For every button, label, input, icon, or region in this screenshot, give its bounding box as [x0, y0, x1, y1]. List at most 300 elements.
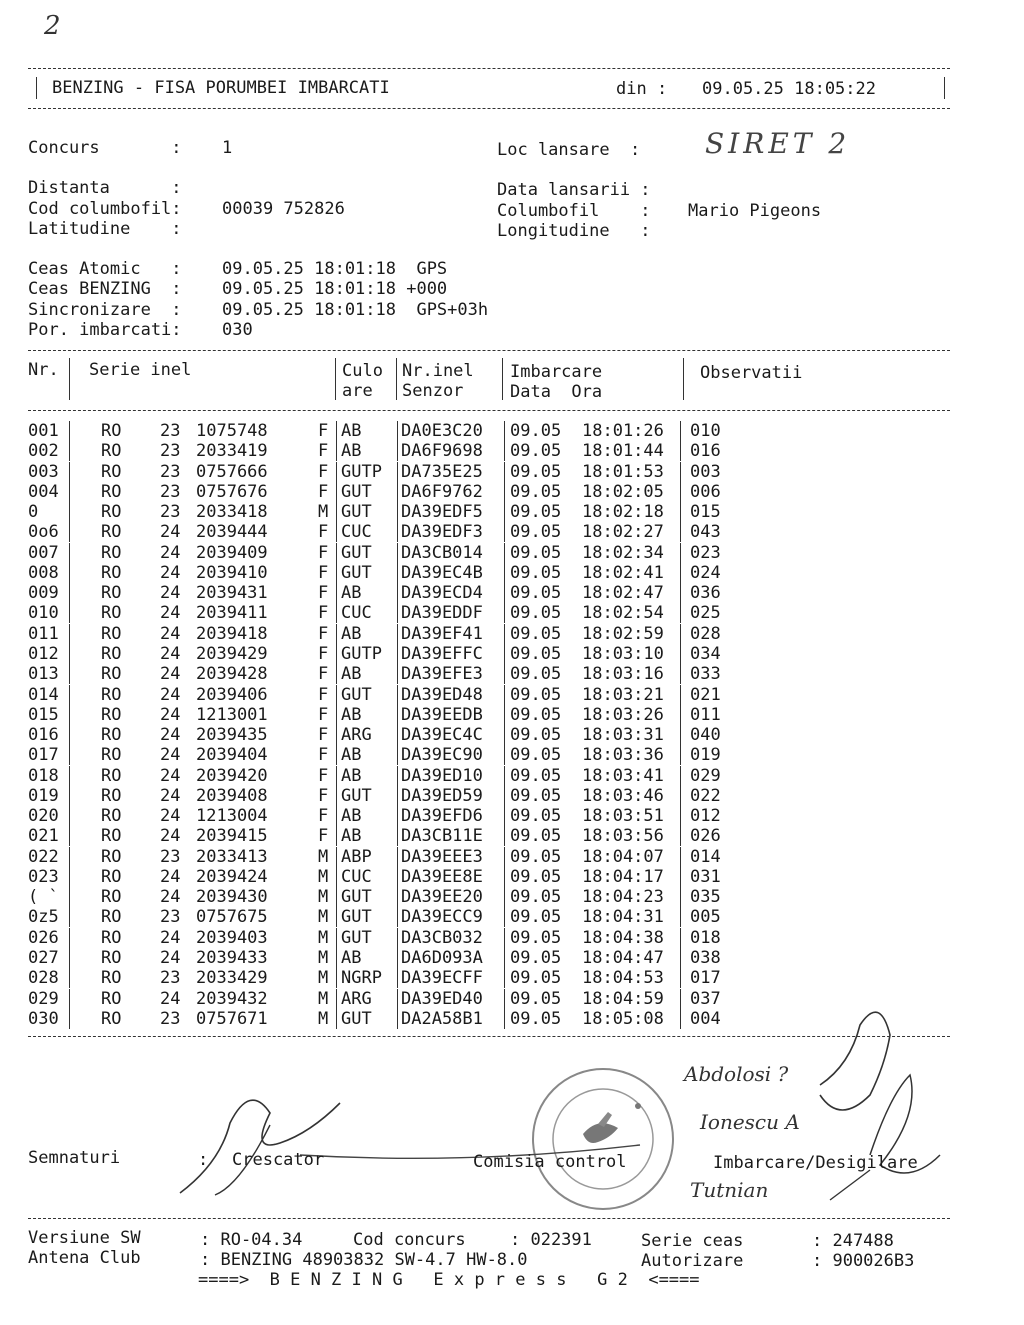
- cell-date: 09.05: [510, 643, 562, 664]
- column-separator: [397, 907, 398, 927]
- cell-ring: 2039428: [196, 664, 268, 685]
- versiune-label: Versiune SW: [28, 1228, 141, 1248]
- cell-date: 09.05: [510, 927, 562, 948]
- table-row: [28, 948, 948, 968]
- cell-sex: F: [318, 785, 329, 806]
- cell-country: RO: [101, 806, 122, 827]
- column-separator: [680, 482, 681, 502]
- cell-time: 18:04:38: [582, 927, 664, 948]
- cell-sex: F: [318, 603, 329, 624]
- cell-country: RO: [101, 481, 122, 502]
- column-separator: [680, 462, 681, 482]
- cell-date: 09.05: [510, 887, 562, 908]
- distanta-label: Distanta :: [28, 178, 182, 198]
- cell-sex: M: [318, 887, 329, 908]
- cell-color: GUT: [341, 887, 372, 908]
- column-separator: [69, 664, 70, 684]
- serie-ceas-value: : 247488: [812, 1231, 894, 1251]
- cell-country: RO: [101, 704, 122, 725]
- column-separator: [680, 502, 681, 522]
- cell-nr: 0: [28, 502, 39, 523]
- column-separator: [680, 543, 681, 563]
- col-header-sep: [335, 358, 336, 400]
- cell-country: RO: [101, 623, 122, 644]
- col-header-culo: Culo: [342, 361, 383, 381]
- cell-sensor: DA39EE8E: [401, 866, 483, 887]
- column-separator: [336, 847, 337, 867]
- column-separator: [504, 826, 505, 846]
- column-separator: [336, 522, 337, 542]
- column-separator: [397, 421, 398, 441]
- cell-observatii: 037: [690, 988, 721, 1009]
- column-separator: [504, 847, 505, 867]
- column-separator: [336, 583, 337, 603]
- cell-observatii: 023: [690, 542, 721, 563]
- cell-sensor: DA39EE20: [401, 887, 483, 908]
- cell-color: ARG: [341, 988, 372, 1009]
- cell-sensor: DA39EC4C: [401, 725, 483, 746]
- cell-color: GUT: [341, 502, 372, 523]
- column-separator: [336, 644, 337, 664]
- column-separator: [336, 745, 337, 765]
- cell-nr: 018: [28, 765, 59, 786]
- col-header-sep: [69, 358, 70, 400]
- column-separator: [336, 502, 337, 522]
- cell-observatii: 033: [690, 664, 721, 685]
- cell-year: 24: [160, 583, 181, 604]
- column-separator: [397, 603, 398, 623]
- cod-concurs-label: Cod concurs: [353, 1230, 466, 1250]
- cell-date: 09.05: [510, 704, 562, 725]
- column-separator: [397, 766, 398, 786]
- cell-sex: F: [318, 542, 329, 563]
- column-separator: [504, 522, 505, 542]
- cell-sex: M: [318, 1008, 329, 1029]
- cell-sex: M: [318, 988, 329, 1009]
- cell-ring: 2039430: [196, 887, 268, 908]
- cell-observatii: 011: [690, 704, 721, 725]
- column-separator: [336, 603, 337, 623]
- cell-ring: 2039409: [196, 542, 268, 563]
- col-header-are: are: [342, 381, 373, 401]
- cell-country: RO: [101, 907, 122, 928]
- col-header-senzor: Senzor: [402, 381, 464, 401]
- cell-ring: 2033419: [196, 441, 268, 462]
- column-separator: [69, 766, 70, 786]
- cell-nr: 012: [28, 643, 59, 664]
- cell-observatii: 031: [690, 866, 721, 887]
- table-row: [28, 968, 948, 988]
- cell-color: AB: [341, 704, 362, 725]
- cell-country: RO: [101, 826, 122, 847]
- column-separator: [336, 887, 337, 907]
- cell-year: 24: [160, 562, 181, 583]
- cell-ring: 2039424: [196, 866, 268, 887]
- cell-nr: ( `: [28, 887, 59, 908]
- cell-color: AB: [341, 583, 362, 604]
- cell-color: AB: [341, 806, 362, 827]
- cell-sex: F: [318, 522, 329, 543]
- cell-time: 18:04:47: [582, 948, 664, 969]
- cell-nr: 015: [28, 704, 59, 725]
- cell-time: 18:01:44: [582, 441, 664, 462]
- cell-country: RO: [101, 583, 122, 604]
- cell-sex: F: [318, 826, 329, 847]
- column-separator: [680, 685, 681, 705]
- cell-year: 24: [160, 643, 181, 664]
- cell-color: ARG: [341, 725, 372, 746]
- cell-sensor: DA39EFFC: [401, 643, 483, 664]
- table-row: [28, 867, 948, 887]
- column-separator: [69, 522, 70, 542]
- cell-color: AB: [341, 664, 362, 685]
- longitudine-label: Longitudine :: [497, 221, 651, 241]
- cell-ring: 2039408: [196, 785, 268, 806]
- cell-nr: 016: [28, 725, 59, 746]
- column-separator: [504, 887, 505, 907]
- cell-color: AB: [341, 745, 362, 766]
- column-separator: [336, 826, 337, 846]
- cell-nr: 028: [28, 968, 59, 989]
- antena-club-value: : BENZING 48903832 SW-4.7 HW-8.0: [200, 1250, 528, 1270]
- table-row: [28, 664, 948, 684]
- cell-country: RO: [101, 421, 122, 441]
- table-row: [28, 928, 948, 948]
- cell-nr: 029: [28, 988, 59, 1009]
- cell-year: 24: [160, 887, 181, 908]
- cell-year: 24: [160, 664, 181, 685]
- cell-sex: F: [318, 745, 329, 766]
- column-separator: [504, 563, 505, 583]
- table-row: [28, 441, 948, 461]
- cell-sex: M: [318, 968, 329, 989]
- header-top-rule: [28, 68, 950, 69]
- table-row: [28, 603, 948, 623]
- cell-nr: 027: [28, 948, 59, 969]
- column-separator: [397, 522, 398, 542]
- versiune-value: : RO-04.34: [200, 1230, 303, 1250]
- cell-country: RO: [101, 968, 122, 989]
- column-separator: [69, 867, 70, 887]
- cell-sensor: DA3CB014: [401, 542, 483, 563]
- cell-date: 09.05: [510, 866, 562, 887]
- column-separator: [680, 441, 681, 461]
- cell-nr: 014: [28, 684, 59, 705]
- column-separator: [504, 664, 505, 684]
- cell-time: 18:03:10: [582, 643, 664, 664]
- din-timestamp: 09.05.25 18:05:22: [702, 79, 876, 99]
- cell-time: 18:02:59: [582, 623, 664, 644]
- column-separator: [336, 664, 337, 684]
- column-separator: [336, 907, 337, 927]
- column-separator: [397, 563, 398, 583]
- cell-color: AB: [341, 948, 362, 969]
- cell-sensor: DA39EF41: [401, 623, 483, 644]
- cell-sex: F: [318, 704, 329, 725]
- cell-nr: 0z5: [28, 907, 59, 928]
- cell-time: 18:03:51: [582, 806, 664, 827]
- cell-observatii: 036: [690, 583, 721, 604]
- cell-nr: 001: [28, 421, 59, 441]
- cell-sensor: DA39EDF3: [401, 522, 483, 543]
- column-separator: [504, 502, 505, 522]
- cell-ring: 2039429: [196, 643, 268, 664]
- column-separator: [397, 482, 398, 502]
- table-row: [28, 543, 948, 563]
- cell-ring: 2033413: [196, 846, 268, 867]
- table-row: [28, 502, 948, 522]
- cell-ring: 2039410: [196, 562, 268, 583]
- cell-time: 18:03:36: [582, 745, 664, 766]
- cell-color: GUTP: [341, 643, 382, 664]
- cell-sex: F: [318, 643, 329, 664]
- cell-year: 24: [160, 725, 181, 746]
- column-separator: [336, 867, 337, 887]
- cell-color: GUT: [341, 542, 372, 563]
- column-separator: [504, 583, 505, 603]
- column-separator: [69, 482, 70, 502]
- cell-sensor: DA39ED48: [401, 684, 483, 705]
- cell-date: 09.05: [510, 664, 562, 685]
- column-separator: [397, 502, 398, 522]
- cell-time: 18:04:59: [582, 988, 664, 1009]
- column-separator: [397, 583, 398, 603]
- cell-ring: 2039415: [196, 826, 268, 847]
- cell-ring: 2039404: [196, 745, 268, 766]
- imbarcare-desigilare-label: Imbarcare/Desigilare: [713, 1153, 918, 1173]
- cell-observatii: 038: [690, 948, 721, 969]
- table-row: [28, 421, 948, 441]
- cell-color: ABP: [341, 846, 372, 867]
- col-header-sep: [683, 358, 684, 400]
- cell-color: GUT: [341, 927, 372, 948]
- cell-year: 23: [160, 481, 181, 502]
- col-header-serie: Serie inel: [89, 360, 192, 380]
- semnaturi-colon: :: [198, 1150, 209, 1170]
- cell-color: GUT: [341, 785, 372, 806]
- cell-ring: 2039406: [196, 684, 268, 705]
- column-separator: [336, 421, 337, 441]
- cell-observatii: 017: [690, 968, 721, 989]
- column-separator: [397, 705, 398, 725]
- column-separator: [397, 826, 398, 846]
- cell-nr: 004: [28, 481, 59, 502]
- handwritten-name-2: Ionescu A: [700, 1110, 800, 1134]
- antena-club-label: Antena Club: [28, 1248, 141, 1268]
- cell-date: 09.05: [510, 846, 562, 867]
- cell-observatii: 028: [690, 623, 721, 644]
- column-separator: [680, 826, 681, 846]
- cell-color: NGRP: [341, 968, 382, 989]
- cell-sex: F: [318, 461, 329, 482]
- data-lansarii-label: Data lansarii :: [497, 180, 651, 200]
- cell-time: 18:03:56: [582, 826, 664, 847]
- cell-ring: 2039418: [196, 623, 268, 644]
- page-number-mark: 2: [44, 11, 61, 41]
- table-row: [28, 745, 948, 765]
- cell-observatii: 012: [690, 806, 721, 827]
- cell-year: 24: [160, 522, 181, 543]
- col-header-nr-inel: Nr.inel: [402, 361, 474, 381]
- cell-time: 18:03:16: [582, 664, 664, 685]
- cell-date: 09.05: [510, 968, 562, 989]
- cell-observatii: 015: [690, 502, 721, 523]
- table-row: [28, 826, 948, 846]
- column-separator: [69, 887, 70, 907]
- column-separator: [336, 624, 337, 644]
- cell-nr: 010: [28, 603, 59, 624]
- cell-country: RO: [101, 643, 122, 664]
- cell-time: 18:02:27: [582, 522, 664, 543]
- column-separator: [69, 705, 70, 725]
- column-separator: [680, 887, 681, 907]
- cell-observatii: 021: [690, 684, 721, 705]
- cell-time: 18:01:53: [582, 461, 664, 482]
- column-separator: [504, 928, 505, 948]
- table-row: [28, 482, 948, 502]
- column-separator: [69, 786, 70, 806]
- cell-ring: 2039435: [196, 725, 268, 746]
- cell-color: GUT: [341, 907, 372, 928]
- cell-observatii: 026: [690, 826, 721, 847]
- table-row: [28, 583, 948, 603]
- cell-sensor: DA39ECFF: [401, 968, 483, 989]
- ceas-benzing-label: Ceas BENZING :: [28, 279, 182, 299]
- cell-sensor: DA3CB032: [401, 927, 483, 948]
- column-separator: [69, 644, 70, 664]
- cell-year: 23: [160, 968, 181, 989]
- cell-sex: F: [318, 765, 329, 786]
- cell-date: 09.05: [510, 623, 562, 644]
- column-separator: [680, 968, 681, 988]
- autorizare-value: : 900026B3: [812, 1251, 915, 1271]
- cell-date: 09.05: [510, 988, 562, 1009]
- cell-ring: 2039432: [196, 988, 268, 1009]
- cod-columbofil-value: 00039 752826: [222, 199, 345, 219]
- cell-color: CUC: [341, 603, 372, 624]
- column-separator: [680, 522, 681, 542]
- column-separator: [397, 867, 398, 887]
- cell-time: 18:02:34: [582, 542, 664, 563]
- cell-nr: 0o6: [28, 522, 59, 543]
- cell-sex: F: [318, 806, 329, 827]
- column-separator: [69, 462, 70, 482]
- column-separator: [680, 907, 681, 927]
- cell-ring: 2039403: [196, 927, 268, 948]
- column-separator: [336, 462, 337, 482]
- cell-sex: F: [318, 441, 329, 462]
- column-separator: [504, 806, 505, 826]
- por-imbarcati-value: 030: [222, 320, 253, 340]
- col-header-sep: [502, 358, 503, 400]
- cell-observatii: 022: [690, 785, 721, 806]
- column-separator: [69, 583, 70, 603]
- column-separator: [504, 685, 505, 705]
- column-separator: [504, 462, 505, 482]
- cell-country: RO: [101, 684, 122, 705]
- cell-sensor: DA39ECC9: [401, 907, 483, 928]
- cell-country: RO: [101, 745, 122, 766]
- cell-country: RO: [101, 846, 122, 867]
- cell-nr: 026: [28, 927, 59, 948]
- column-separator: [336, 928, 337, 948]
- cell-year: 24: [160, 542, 181, 563]
- table-row: [28, 766, 948, 786]
- cell-date: 09.05: [510, 441, 562, 462]
- column-separator: [397, 543, 398, 563]
- cell-ring: 1213001: [196, 704, 268, 725]
- column-separator: [336, 543, 337, 563]
- cell-date: 09.05: [510, 481, 562, 502]
- cell-sensor: DA39EEE3: [401, 846, 483, 867]
- cell-year: 24: [160, 704, 181, 725]
- cell-country: RO: [101, 522, 122, 543]
- cell-sex: F: [318, 664, 329, 685]
- column-separator: [69, 563, 70, 583]
- column-separator: [397, 644, 398, 664]
- cell-observatii: 014: [690, 846, 721, 867]
- ceas-atomic-label: Ceas Atomic :: [28, 259, 182, 279]
- cell-sensor: DA39EDF5: [401, 502, 483, 523]
- column-separator: [69, 725, 70, 745]
- column-separator: [69, 421, 70, 441]
- column-separator: [397, 786, 398, 806]
- columbofil-value: Mario Pigeons: [688, 201, 822, 221]
- cell-nr: 017: [28, 745, 59, 766]
- column-separator: [336, 441, 337, 461]
- crescator-label: Crescator: [232, 1150, 325, 1170]
- column-separator: [336, 563, 337, 583]
- header-bottom-rule: [28, 108, 950, 109]
- table-row: [28, 705, 948, 725]
- cell-observatii: 043: [690, 522, 721, 543]
- column-separator: [397, 441, 398, 461]
- cell-sex: M: [318, 866, 329, 887]
- column-separator: [336, 725, 337, 745]
- table-row: [28, 563, 948, 583]
- cell-color: GUT: [341, 684, 372, 705]
- cell-sensor: DA6F9698: [401, 441, 483, 462]
- cell-nr: 002: [28, 441, 59, 462]
- cell-ring: 2033429: [196, 968, 268, 989]
- cell-observatii: 018: [690, 927, 721, 948]
- cell-color: CUC: [341, 866, 372, 887]
- table-row: [28, 806, 948, 826]
- cell-color: AB: [341, 421, 362, 441]
- column-separator: [69, 502, 70, 522]
- cell-observatii: 019: [690, 745, 721, 766]
- cell-nr: 021: [28, 826, 59, 847]
- cell-sensor: DA39EC4B: [401, 562, 483, 583]
- page-title: BENZING - FISA PORUMBEI IMBARCATI: [52, 78, 390, 98]
- cell-time: 18:02:54: [582, 603, 664, 624]
- cell-color: AB: [341, 623, 362, 644]
- cell-time: 18:03:46: [582, 785, 664, 806]
- table-row: [28, 522, 948, 542]
- cell-sex: F: [318, 421, 329, 441]
- cell-sex: M: [318, 927, 329, 948]
- column-separator: [504, 766, 505, 786]
- cell-date: 09.05: [510, 745, 562, 766]
- column-separator: [336, 968, 337, 988]
- cell-sex: F: [318, 725, 329, 746]
- column-separator: [504, 543, 505, 563]
- cell-color: AB: [341, 765, 362, 786]
- cell-country: RO: [101, 725, 122, 746]
- cell-country: RO: [101, 866, 122, 887]
- cell-year: 23: [160, 502, 181, 523]
- column-separator: [336, 948, 337, 968]
